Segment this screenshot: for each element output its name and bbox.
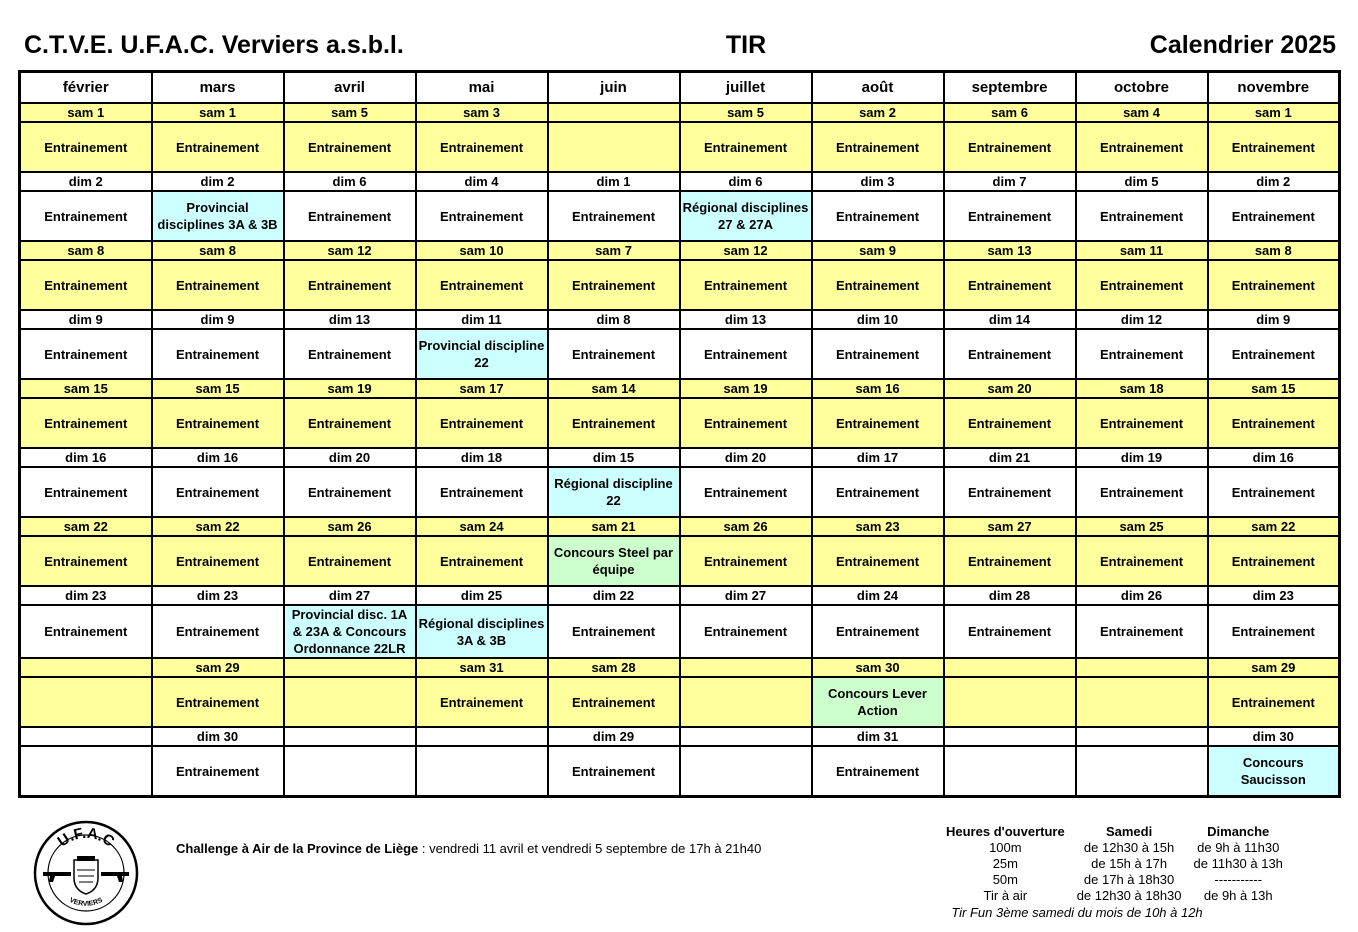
event-cell: Entrainement: [152, 605, 284, 658]
event-cell: Entrainement: [1208, 677, 1340, 727]
date-cell: sam 17: [416, 379, 548, 398]
date-cell: sam 4: [1076, 103, 1208, 122]
date-row: [20, 727, 1340, 746]
date-cell: [416, 727, 548, 746]
event-row: [20, 746, 1340, 797]
event-cell: [284, 677, 416, 727]
date-cell: dim 16: [1208, 448, 1340, 467]
date-cell: sam 20: [944, 379, 1076, 398]
date-cell: sam 27: [944, 517, 1076, 536]
date-cell: dim 10: [812, 310, 944, 329]
date-cell: [548, 103, 680, 122]
month-header: juillet: [680, 72, 812, 104]
event-cell: Entrainement: [152, 746, 284, 797]
event-cell: Entrainement: [284, 260, 416, 310]
event-cell: Entrainement: [812, 746, 944, 797]
date-cell: sam 13: [944, 241, 1076, 260]
event-cell: [680, 677, 812, 727]
date-cell: sam 12: [284, 241, 416, 260]
date-cell: dim 12: [1076, 310, 1208, 329]
date-cell: dim 24: [812, 586, 944, 605]
hours-value: de 9h à 13h: [1203, 888, 1273, 903]
event-cell: Entrainement: [1076, 536, 1208, 586]
date-cell: [1076, 727, 1208, 746]
event-cell: Entrainement: [20, 122, 152, 172]
event-cell: Entrainement: [284, 536, 416, 586]
competition-cell: Provincial discipline 22: [416, 329, 548, 379]
event-cell: Entrainement: [416, 677, 548, 727]
month-header: juin: [548, 72, 680, 104]
event-cell: Entrainement: [548, 260, 680, 310]
event-cell: Entrainement: [1076, 122, 1208, 172]
date-cell: dim 9: [152, 310, 284, 329]
date-cell: dim 21: [944, 448, 1076, 467]
date-cell: dim 30: [1208, 727, 1340, 746]
event-cell: Entrainement: [1076, 398, 1208, 448]
event-cell: Entrainement: [680, 329, 812, 379]
date-cell: sam 8: [152, 241, 284, 260]
event-cell: [284, 746, 416, 797]
date-cell: dim 4: [416, 172, 548, 191]
month-header: mars: [152, 72, 284, 104]
date-cell: sam 22: [1208, 517, 1340, 536]
event-cell: Entrainement: [284, 398, 416, 448]
date-cell: dim 16: [20, 448, 152, 467]
date-row: [20, 310, 1340, 329]
date-row: [20, 103, 1340, 122]
sport-title: TIR: [725, 31, 767, 59]
hours-value: de 11h30 à 13h: [1193, 856, 1283, 871]
date-cell: dim 14: [944, 310, 1076, 329]
event-cell: Entrainement: [1076, 191, 1208, 241]
air-challenge-note: [176, 841, 761, 856]
date-cell: sam 15: [20, 379, 152, 398]
date-cell: dim 23: [152, 586, 284, 605]
date-cell: sam 1: [152, 103, 284, 122]
date-cell: sam 6: [944, 103, 1076, 122]
date-cell: dim 23: [20, 586, 152, 605]
date-row: [20, 517, 1340, 536]
hours-value: de 15h à 17h: [1091, 856, 1168, 871]
date-cell: [680, 658, 812, 677]
date-cell: sam 30: [812, 658, 944, 677]
date-cell: sam 8: [1208, 241, 1340, 260]
date-cell: dim 13: [680, 310, 812, 329]
range-name: 50m: [992, 872, 1018, 887]
event-cell: [1076, 746, 1208, 797]
event-cell: Entrainement: [680, 260, 812, 310]
date-cell: dim 6: [680, 172, 812, 191]
date-cell: dim 27: [680, 586, 812, 605]
date-cell: dim 2: [152, 172, 284, 191]
event-cell: [416, 746, 548, 797]
event-row: [20, 467, 1340, 517]
date-cell: sam 1: [1208, 103, 1340, 122]
event-cell: [1076, 677, 1208, 727]
event-row: [20, 605, 1340, 658]
date-cell: dim 16: [152, 448, 284, 467]
event-cell: Entrainement: [152, 260, 284, 310]
event-row: [20, 191, 1340, 241]
event-cell: Entrainement: [1208, 260, 1340, 310]
event-cell: Entrainement: [944, 122, 1076, 172]
date-cell: [680, 727, 812, 746]
event-cell: Entrainement: [812, 329, 944, 379]
date-cell: sam 26: [680, 517, 812, 536]
date-cell: dim 20: [680, 448, 812, 467]
date-cell: dim 8: [548, 310, 680, 329]
event-cell: Entrainement: [416, 260, 548, 310]
date-cell: sam 12: [680, 241, 812, 260]
event-cell: [680, 746, 812, 797]
event-cell: Entrainement: [1208, 536, 1340, 586]
date-cell: sam 28: [548, 658, 680, 677]
date-cell: sam 29: [1208, 658, 1340, 677]
challenge-title: Challenge à Air de la Province de Liège: [176, 841, 419, 856]
event-cell: Entrainement: [416, 122, 548, 172]
event-cell: Entrainement: [20, 467, 152, 517]
date-cell: dim 18: [416, 448, 548, 467]
date-cell: sam 10: [416, 241, 548, 260]
event-cell: Entrainement: [1208, 329, 1340, 379]
event-cell: Entrainement: [1076, 260, 1208, 310]
event-cell: Entrainement: [548, 398, 680, 448]
month-header: septembre: [944, 72, 1076, 104]
date-cell: sam 19: [680, 379, 812, 398]
date-cell: sam 15: [152, 379, 284, 398]
tir-fun-note: Tir Fun 3ème samedi du mois de 10h à 12h: [951, 905, 1203, 920]
date-cell: sam 18: [1076, 379, 1208, 398]
event-cell: Entrainement: [152, 122, 284, 172]
event-cell: Entrainement: [1208, 398, 1340, 448]
event-cell: Entrainement: [20, 536, 152, 586]
event-cell: Entrainement: [548, 605, 680, 658]
event-cell: Entrainement: [20, 398, 152, 448]
date-cell: sam 16: [812, 379, 944, 398]
range-name: Tir à air: [983, 888, 1028, 903]
event-cell: Entrainement: [1208, 191, 1340, 241]
date-cell: sam 2: [812, 103, 944, 122]
date-cell: sam 31: [416, 658, 548, 677]
competition-cell: Régional discipline 22: [548, 467, 680, 517]
date-cell: dim 5: [1076, 172, 1208, 191]
competition-cell: Régional disciplines 3A & 3B: [416, 605, 548, 658]
hours-header: Dimanche: [1207, 824, 1270, 839]
event-cell: Entrainement: [812, 260, 944, 310]
event-cell: Entrainement: [812, 536, 944, 586]
date-cell: [1076, 658, 1208, 677]
hours-value: de 12h30 à 18h30: [1076, 888, 1182, 903]
date-cell: sam 26: [284, 517, 416, 536]
month-header: février: [20, 72, 152, 104]
date-cell: dim 19: [1076, 448, 1208, 467]
event-cell: Entrainement: [416, 536, 548, 586]
event-cell: Entrainement: [20, 329, 152, 379]
date-cell: sam 1: [20, 103, 152, 122]
event-cell: Entrainement: [944, 191, 1076, 241]
date-cell: sam 8: [20, 241, 152, 260]
event-cell: Entrainement: [548, 746, 680, 797]
club-title: C.T.V.E. U.F.A.C. Verviers a.s.b.l.: [24, 31, 404, 59]
date-cell: dim 17: [812, 448, 944, 467]
date-cell: dim 28: [944, 586, 1076, 605]
month-header: avril: [284, 72, 416, 104]
event-row: [20, 677, 1340, 727]
event-cell: Entrainement: [416, 467, 548, 517]
date-row: [20, 448, 1340, 467]
event-cell: Entrainement: [1208, 122, 1340, 172]
date-cell: dim 23: [1208, 586, 1340, 605]
date-cell: [944, 727, 1076, 746]
event-cell: Entrainement: [152, 398, 284, 448]
date-cell: dim 15: [548, 448, 680, 467]
date-cell: dim 1: [548, 172, 680, 191]
date-cell: dim 3: [812, 172, 944, 191]
svg-text:U.F.A.C: U.F.A.C: [54, 824, 118, 851]
event-cell: Entrainement: [152, 329, 284, 379]
date-cell: sam 14: [548, 379, 680, 398]
competition-cell: Concours Steel par équipe: [548, 536, 680, 586]
event-row: [20, 122, 1340, 172]
month-header: octobre: [1076, 72, 1208, 104]
event-cell: Entrainement: [20, 605, 152, 658]
date-cell: [944, 658, 1076, 677]
competition-cell: Provincial disciplines 3A & 3B: [152, 191, 284, 241]
event-cell: Entrainement: [416, 398, 548, 448]
date-cell: [20, 658, 152, 677]
event-cell: Entrainement: [152, 467, 284, 517]
event-cell: Entrainement: [20, 260, 152, 310]
date-cell: dim 29: [548, 727, 680, 746]
event-cell: Entrainement: [680, 398, 812, 448]
calendar-title: Calendrier 2025: [1149, 31, 1336, 59]
hours-header: Heures d'ouverture: [946, 824, 1065, 839]
event-cell: Entrainement: [944, 605, 1076, 658]
date-cell: dim 11: [416, 310, 548, 329]
competition-cell: Provincial disc. 1A & 23A & Concours Ordonnance 22LR: [284, 605, 416, 658]
date-cell: sam 22: [152, 517, 284, 536]
event-cell: Entrainement: [944, 260, 1076, 310]
competition-cell: Concours Lever Action: [812, 677, 944, 727]
event-cell: Entrainement: [20, 191, 152, 241]
event-cell: Entrainement: [416, 191, 548, 241]
hours-value: de 9h à 11h30: [1197, 840, 1280, 855]
event-row: [20, 260, 1340, 310]
event-cell: Entrainement: [152, 677, 284, 727]
event-cell: Entrainement: [680, 536, 812, 586]
date-cell: dim 2: [1208, 172, 1340, 191]
date-cell: dim 6: [284, 172, 416, 191]
event-row: [20, 536, 1340, 586]
date-cell: sam 24: [416, 517, 548, 536]
event-cell: Entrainement: [152, 536, 284, 586]
date-cell: sam 5: [680, 103, 812, 122]
range-name: 25m: [992, 856, 1018, 871]
date-cell: sam 15: [1208, 379, 1340, 398]
calendar-table: [18, 70, 1341, 798]
event-cell: Entrainement: [1076, 605, 1208, 658]
event-cell: [944, 677, 1076, 727]
date-cell: dim 22: [548, 586, 680, 605]
date-cell: dim 9: [1208, 310, 1340, 329]
date-row: [20, 586, 1340, 605]
date-cell: dim 20: [284, 448, 416, 467]
event-row: [20, 398, 1340, 448]
date-cell: sam 11: [1076, 241, 1208, 260]
date-row: [20, 658, 1340, 677]
date-cell: dim 7: [944, 172, 1076, 191]
event-cell: [944, 746, 1076, 797]
event-cell: Entrainement: [284, 122, 416, 172]
event-cell: Entrainement: [944, 467, 1076, 517]
range-name: 100m: [989, 840, 1022, 855]
event-cell: Entrainement: [284, 467, 416, 517]
date-cell: [284, 727, 416, 746]
event-cell: Entrainement: [1076, 329, 1208, 379]
month-header: mai: [416, 72, 548, 104]
event-row: [20, 329, 1340, 379]
event-cell: Entrainement: [944, 398, 1076, 448]
date-cell: sam 19: [284, 379, 416, 398]
date-cell: sam 25: [1076, 517, 1208, 536]
event-cell: [20, 677, 152, 727]
event-cell: [20, 746, 152, 797]
date-cell: sam 7: [548, 241, 680, 260]
challenge-dates: : vendredi 11 avril et vendredi 5 septembre de 17h à 21h40: [418, 841, 762, 856]
date-row: [20, 172, 1340, 191]
event-cell: Entrainement: [284, 329, 416, 379]
hours-header: Samedi: [1105, 824, 1153, 839]
event-cell: Entrainement: [548, 677, 680, 727]
date-cell: [284, 658, 416, 677]
month-header: août: [812, 72, 944, 104]
date-cell: dim 27: [284, 586, 416, 605]
month-header-row: [20, 72, 1340, 104]
date-cell: dim 9: [20, 310, 152, 329]
event-cell: Entrainement: [944, 329, 1076, 379]
date-cell: sam 5: [284, 103, 416, 122]
date-cell: dim 31: [812, 727, 944, 746]
date-cell: sam 22: [20, 517, 152, 536]
opening-hours-table: [940, 824, 1289, 904]
svg-text:VERVIERS: VERVIERS: [68, 896, 104, 908]
competition-cell: Concours Saucisson: [1208, 746, 1340, 797]
event-cell: Entrainement: [812, 122, 944, 172]
competition-cell: Régional disciplines 27 & 27A: [680, 191, 812, 241]
event-cell: Entrainement: [944, 536, 1076, 586]
event-cell: Entrainement: [812, 467, 944, 517]
date-cell: [20, 727, 152, 746]
date-cell: sam 3: [416, 103, 548, 122]
date-cell: dim 30: [152, 727, 284, 746]
date-cell: dim 25: [416, 586, 548, 605]
date-cell: dim 2: [20, 172, 152, 191]
event-cell: Entrainement: [680, 605, 812, 658]
date-row: [20, 241, 1340, 260]
event-cell: Entrainement: [284, 191, 416, 241]
ufac-logo: [33, 820, 139, 926]
hours-value: -----------: [1214, 872, 1263, 887]
month-header: novembre: [1208, 72, 1340, 104]
event-cell: Entrainement: [680, 467, 812, 517]
event-cell: Entrainement: [812, 191, 944, 241]
hours-value: de 12h30 à 15h: [1083, 840, 1175, 855]
event-cell: Entrainement: [548, 191, 680, 241]
event-cell: [548, 122, 680, 172]
date-cell: sam 29: [152, 658, 284, 677]
event-cell: Entrainement: [812, 605, 944, 658]
date-row: [20, 379, 1340, 398]
date-cell: dim 13: [284, 310, 416, 329]
event-cell: Entrainement: [548, 329, 680, 379]
event-cell: Entrainement: [1208, 605, 1340, 658]
date-cell: sam 21: [548, 517, 680, 536]
event-cell: Entrainement: [680, 122, 812, 172]
event-cell: Entrainement: [1076, 467, 1208, 517]
date-cell: dim 26: [1076, 586, 1208, 605]
date-cell: sam 23: [812, 517, 944, 536]
event-cell: Entrainement: [812, 398, 944, 448]
date-cell: sam 9: [812, 241, 944, 260]
event-cell: Entrainement: [1208, 467, 1340, 517]
hours-value: de 17h à 18h30: [1083, 872, 1175, 887]
